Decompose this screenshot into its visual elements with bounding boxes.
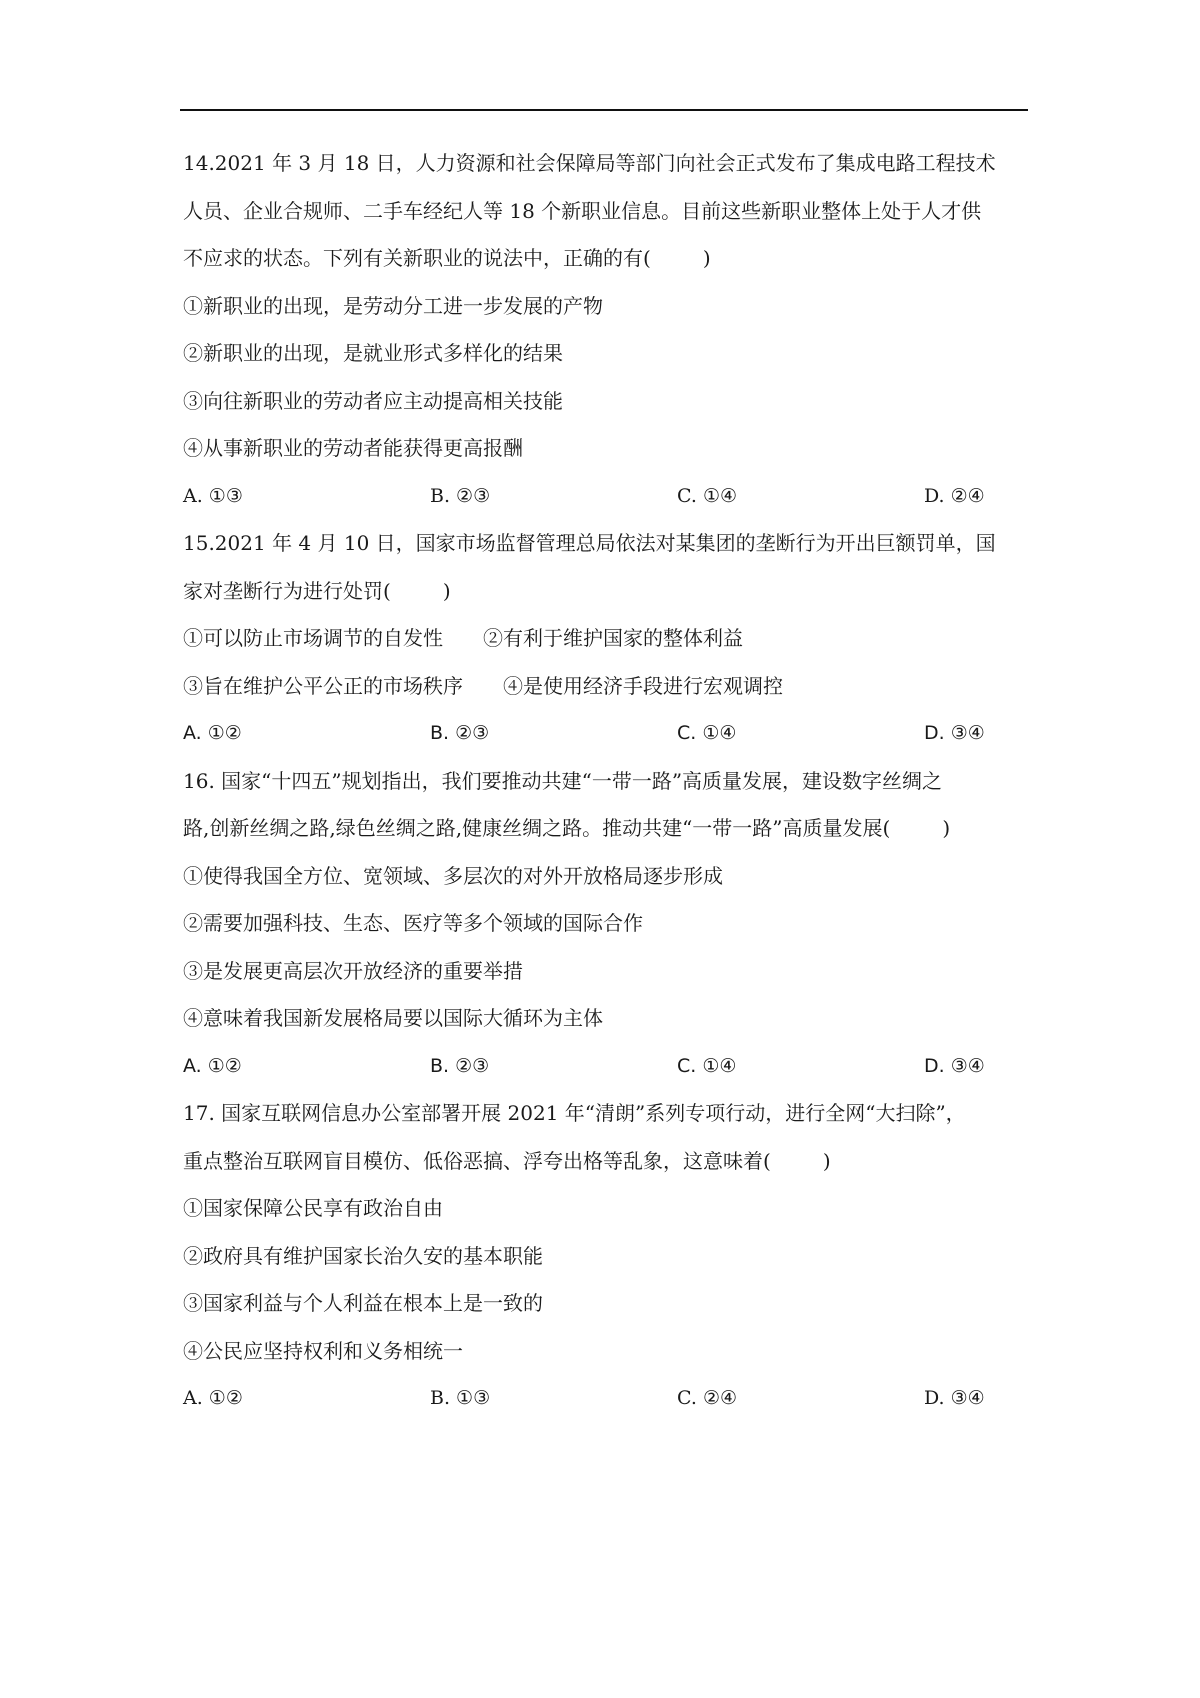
option-d: D. ③④	[924, 722, 985, 744]
question-stem-line: 16. 国家“十四五”规划指出，我们要推动共建“一带一路”高质量发展，建设数字丝绸之	[183, 768, 943, 793]
option-c: C. ①④	[677, 1054, 737, 1077]
option-c: C. ①④	[677, 722, 737, 744]
statement: ③国家利益与个人利益在根本上是一致的	[183, 1291, 543, 1315]
option-b: B. ①③	[430, 1387, 491, 1409]
statement: ③向往新职业的劳动者应主动提高相关技能	[183, 388, 563, 413]
header-rule	[180, 109, 1028, 111]
statement: ①使得我国全方位、宽领域、多层次的对外开放格局逐步形成	[183, 863, 723, 888]
statement: ④意味着我国新发展格局要以国际大循环为主体	[183, 1006, 603, 1030]
answer-options	[183, 473, 1028, 521]
statement: ②新职业的出现，是就业形式多样化的结果	[183, 341, 563, 365]
statement: ②政府具有维护国家长治久安的基本职能	[183, 1243, 543, 1268]
statement: ①国家保障公民享有政治自由	[183, 1196, 443, 1220]
option-c: C. ①④	[677, 484, 738, 507]
statement: ④公民应坚持权利和义务相统一	[183, 1338, 463, 1363]
answer-options	[183, 1043, 1028, 1091]
answer-options	[183, 710, 1028, 758]
question-17	[183, 1090, 1028, 1423]
statement-pair: ①可以防止市场调节的自发性 ②有利于维护国家的整体利益	[183, 626, 743, 650]
question-stem-line: 不应求的状态。下列有关新职业的说法中，正确的有( )	[183, 246, 711, 270]
question-15	[183, 520, 1028, 758]
question-stem-line: 17. 国家互联网信息办公室部署开展 2021 年“清朗”系列专项行动，进行全网“大扫除”，	[183, 1101, 966, 1125]
option-d: D. ②④	[924, 484, 985, 507]
question-14	[183, 140, 1028, 520]
statement: ③是发展更高层次开放经济的重要举措	[183, 958, 523, 983]
question-stem-line: 15.2021 年 4 月 10 日，国家市场监督管理总局依法对某集团的垄断行为开出巨额罚单，国	[183, 531, 996, 555]
option-a: A. ①②	[183, 1054, 242, 1077]
option-a: A. ①③	[183, 484, 243, 507]
question-stem-line: 人员、企业合规师、二手车经纪人等 18 个新职业信息。目前这些新职业整体上处于人才供	[183, 198, 982, 223]
option-b: B. ②③	[430, 722, 490, 744]
answer-options	[183, 1375, 1028, 1423]
option-a: A. ①②	[183, 722, 242, 744]
statement: ①新职业的出现，是劳动分工进一步发展的产物	[183, 293, 603, 318]
exam-page	[183, 140, 1028, 1423]
question-stem-line: 14.2021 年 3 月 18 日，人力资源和社会保障局等部门向社会正式发布了集成电路工程技术	[183, 151, 996, 175]
statement: ②需要加强科技、生态、医疗等多个领域的国际合作	[183, 911, 643, 935]
statement-pair: ③旨在维护公平公正的市场秩序 ④是使用经济手段进行宏观调控	[183, 673, 783, 698]
option-b: B. ②③	[430, 484, 491, 507]
question-stem-line: 路,创新丝绸之路,绿色丝绸之路,健康丝绸之路。推动共建“一带一路”高质量发展( )	[183, 816, 951, 840]
option-a: A. ①②	[183, 1387, 243, 1409]
statement: ④从事新职业的劳动者能获得更高报酬	[183, 436, 523, 460]
question-stem-line: 重点整治互联网盲目模仿、低俗恶搞、浮夸出格等乱象，这意味着( )	[183, 1148, 831, 1173]
option-d: D. ③④	[924, 1387, 985, 1409]
option-c: C. ②④	[677, 1387, 738, 1409]
question-stem-line: 家对垄断行为进行处罚( )	[183, 578, 451, 603]
question-16	[183, 758, 1028, 1091]
option-b: B. ②③	[430, 1054, 490, 1077]
option-d: D. ③④	[924, 1054, 985, 1077]
